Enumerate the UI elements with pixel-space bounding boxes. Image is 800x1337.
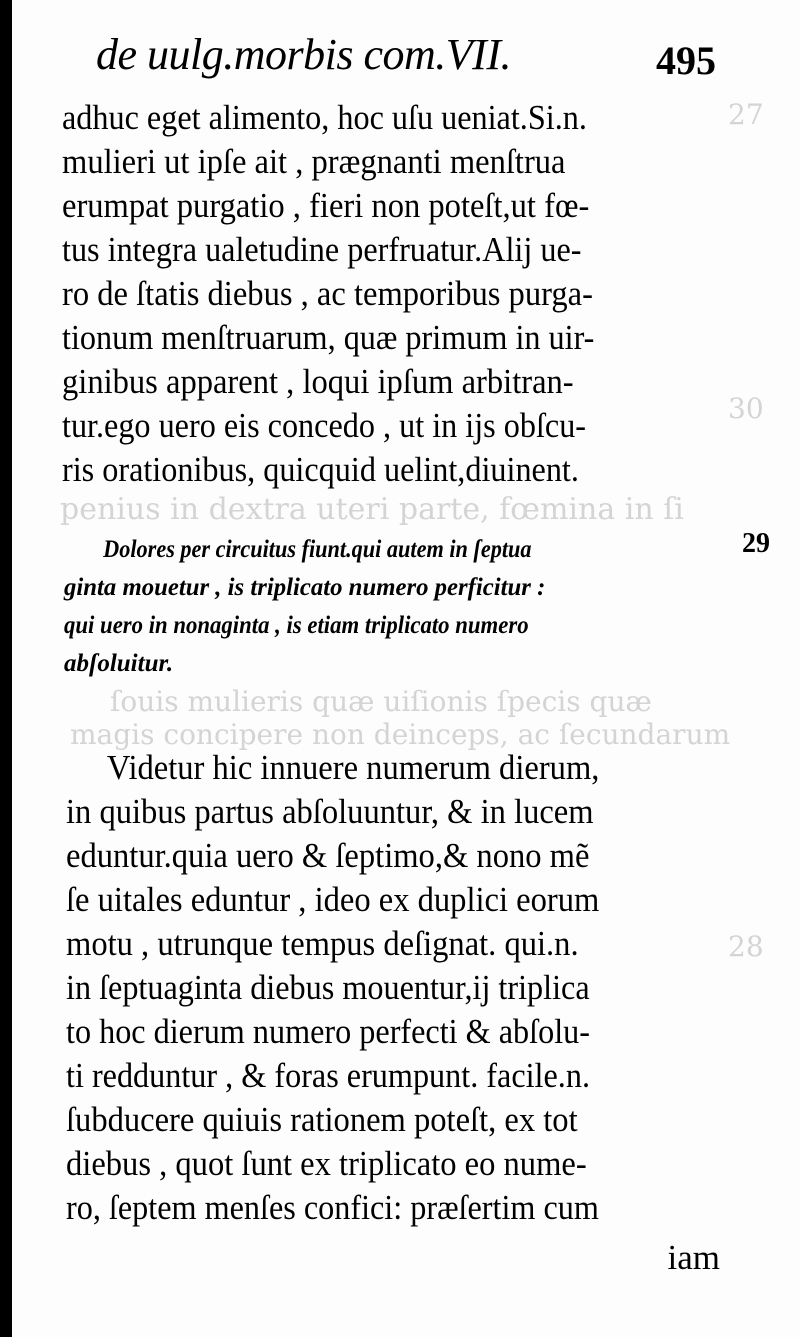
aphorism-line: Dolores per circuitus fiunt.qui autem in ſeptua <box>103 536 532 563</box>
text-line: ro de ſtatis diebus , ac temporibus purga- <box>62 274 593 313</box>
text-line: ro, ſeptem menſes confici: præſertim cum <box>66 1188 599 1227</box>
text-line: Videtur hic innuere numerum dierum, <box>106 748 600 787</box>
text-line: tus integra ualetudine perfruatur.Alij ue- <box>62 230 582 269</box>
aphorism-text <box>64 531 724 683</box>
text-line: ſe uitales eduntur , ideo ex duplici eorum <box>66 880 600 919</box>
text-line: eduntur.quia uero & ſeptimo,& nono mẽ <box>66 836 590 875</box>
catchword: iam <box>667 1238 720 1277</box>
text-line: motu , utrunque tempus deſignat. qui.n. <box>66 924 579 963</box>
text-line: adhuc eget alimento, hoc uſu ueniat.Si.n. <box>62 98 587 137</box>
running-head-title: de uulg.morbis com.VII. <box>96 30 511 79</box>
aphorism-line: qui uero in nonaginta , is etiam triplicato numero <box>64 612 529 639</box>
text-line: tur.ego uero eis concedo , ut in ijs obſcu- <box>62 406 587 445</box>
text-line: tionum menſtruarum, quæ primum in uir- <box>62 318 595 357</box>
text-line: ti redduntur , & foras erumpunt. facile.n. <box>66 1056 590 1095</box>
show-through-margin-number: 30 <box>728 392 764 425</box>
show-through-line: magis concipere non deinceps, ac ſecundarum <box>70 718 731 751</box>
text-line: in ſeptuaginta diebus mouentur,ij triplica <box>66 968 590 1007</box>
aphorism-line: ginta mouetur , is triplicato numero perficitur : <box>64 574 546 601</box>
text-line: to hoc dierum numero perfecti & abſolu- <box>66 1012 590 1051</box>
text-line: in quibus partus abſoluuntur, & in lucem <box>66 792 594 831</box>
text-line: ris orationibus, quicquid uelint,diuinent. <box>62 450 579 489</box>
show-through-margin-number: 28 <box>728 930 764 963</box>
margin-aphorism-number: 29 <box>742 528 770 559</box>
show-through-margin-number: 27 <box>728 98 764 131</box>
page-gutter-shadow <box>0 0 12 1337</box>
commentary-paragraph <box>66 746 726 1230</box>
text-line: mulieri ut ipſe ait , prægnanti menſtrua <box>62 142 566 181</box>
page-number: 495 <box>656 38 716 83</box>
commentary-paragraph <box>62 96 722 492</box>
show-through-line: penius in dextra uteri parte, fœmina in ſi <box>60 492 684 527</box>
show-through-line: ſouis mulieris quæ uiſionis ſpecis quæ <box>110 685 652 718</box>
text-line: erumpat purgatio , fieri non poteſt,ut fœ- <box>62 186 590 225</box>
text-line: ſubducere quiuis rationem poteſt, ex tot <box>66 1100 578 1139</box>
text-line: ginibus apparent , loqui ipſum arbitran- <box>62 362 574 401</box>
aphorism-line: abſoluitur. <box>64 650 174 677</box>
running-head <box>96 28 716 88</box>
text-line: diebus , quot ſunt ex triplicato eo nume- <box>66 1144 587 1183</box>
